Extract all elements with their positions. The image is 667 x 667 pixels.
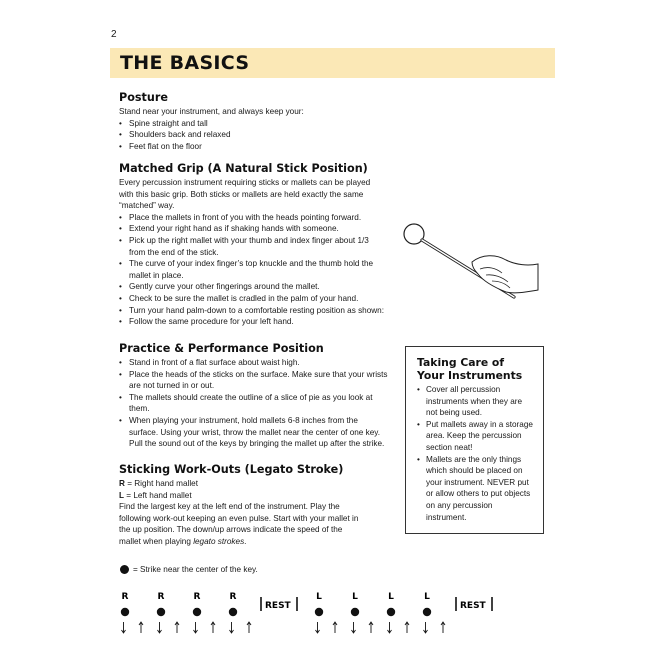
left-hand-text: = Left hand mallet [124, 490, 192, 500]
list-item: • Shoulders back and relaxed [119, 129, 399, 141]
strike-dot-icon [423, 608, 431, 616]
matched-grip-intro-line: with this basic grip. Both sticks or mallets are held exactly the same [119, 189, 364, 199]
list-item: • Mallets are the only things which should be placed on your instrument. NEVER put or allow others to put objects on any percussion instrument. [417, 454, 533, 524]
right-hand-text: = Right hand mallet [124, 479, 198, 488]
page-title: THE BASICS [120, 52, 250, 74]
posture-heading: Posture [119, 91, 168, 104]
list-item: • Follow the same procedure for your left hand. [119, 316, 387, 328]
strike-dot-icon [121, 608, 129, 616]
strike-dot-icon [229, 608, 237, 616]
posture-intro: Stand near your instrument, and always keep your: [119, 107, 304, 116]
care-heading-line: Taking Care of [417, 356, 505, 369]
strike-dot-icon [351, 608, 359, 616]
list-item: • Pick up the right mallet with your thumb and index finger about 1/3 from the end of the stick. [119, 235, 387, 258]
list-item: • Spine straight and tall [119, 118, 399, 130]
hand-label: L [316, 592, 322, 602]
strike-dot-icon [193, 608, 201, 616]
list-item: • When playing your instrument, hold mallets 6-8 inches from the surface. Using your wrist, throw the mallet near the center of one key. Pull the sound out of the keys by bringing the mallet up after the strike. [119, 415, 389, 450]
list-item: • Check to be sure the mallet is cradled in the palm of your hand. [119, 293, 387, 305]
sticking-body-italic: legato strokes [193, 536, 245, 546]
matched-grip-heading: Matched Grip (A Natural Stick Position) [119, 162, 368, 175]
list-item: • Extend your right hand as if shaking hands with someone. [119, 223, 387, 235]
sticking-body-text: Find the largest key at the left end of the instrument. Play the following work-out keeping an even pulse. Start with your mallet in the up position. The down/up arrows indicate the speed of the mallet when playing [119, 502, 359, 546]
strike-dot-icon [157, 608, 165, 616]
left-hand-letter: L [119, 490, 125, 500]
strike-dot-icon [315, 608, 323, 616]
list-item: • Place the heads of the sticks on the surface. Make sure that your wrists are not turned in or out. [119, 369, 389, 392]
practice-heading: Practice & Performance Position [119, 342, 324, 355]
list-item: • Cover all percussion instruments when they are not being used. [417, 384, 533, 419]
hand-label: R [157, 592, 165, 602]
hand-label: L [352, 592, 358, 602]
sticking-body-end: . [244, 536, 247, 546]
sticking-heading: Sticking Work-Outs (Legato Stroke) [119, 463, 344, 476]
legend-text: = Strike near the center of the key. [133, 565, 258, 574]
care-heading-line: Your Instruments [417, 369, 523, 382]
list-item: • Gently curve your other fingerings around the mallet. [119, 281, 387, 293]
hand-label: L [388, 592, 394, 602]
list-item: • Stand in front of a flat surface about waist high. [119, 357, 389, 369]
list-item: • The curve of your index finger’s top knuckle and the thumb hold the mallet in place. [119, 258, 387, 281]
rest-label: REST [265, 601, 291, 611]
list-item: • Place the mallets in front of you with the heads pointing forward. [119, 212, 387, 224]
list-item: • Put mallets away in a storage area. Keep the percussion section neat! [417, 419, 533, 454]
list-item: • Turn your hand palm-down to a comfortable resting position as shown: [119, 305, 387, 317]
right-hand-letter: R [119, 479, 125, 488]
list-item: • Feet flat on the floor [119, 141, 399, 153]
hand-label: L [424, 592, 430, 602]
matched-grip-intro-line: Every percussion instrument requiring sticks or mallets can be played [119, 178, 371, 187]
rest-label: REST [460, 601, 486, 611]
page-number: 2 [111, 29, 117, 40]
hand-label: R [229, 592, 237, 602]
hand-label: R [121, 592, 129, 602]
list-item: • The mallets should create the outline of a slice of pie as you look at them. [119, 392, 389, 415]
matched-grip-intro-line: “matched” way. [119, 201, 175, 211]
hand-label: R [193, 592, 201, 602]
strike-dot-icon [387, 608, 395, 616]
